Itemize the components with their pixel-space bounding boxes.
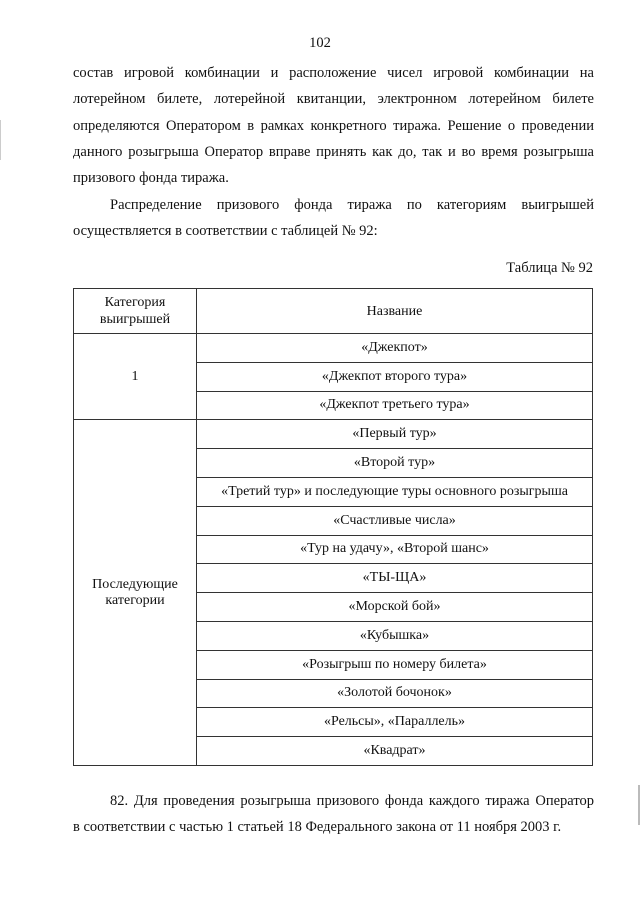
prize-name-cell: «Первый тур» <box>197 420 593 449</box>
prize-category-table <box>73 288 593 766</box>
category-cell: Последующие категории <box>74 420 197 766</box>
prize-name-cell: «Рельсы», «Параллель» <box>197 708 593 737</box>
prize-name-cell: «Розыгрыш по номеру билета» <box>197 650 593 679</box>
header-name: Название <box>197 289 593 334</box>
prize-name-cell: «Золотой бочонок» <box>197 679 593 708</box>
prize-name-cell: «Джекпот третьего тура» <box>197 391 593 420</box>
paragraph-2 <box>73 192 594 245</box>
scan-artifact-left <box>0 120 1 160</box>
text-line: Распределение призового фонда тиража по категориям выигрышей <box>110 197 594 213</box>
prize-name-cell: «Кубышка» <box>197 621 593 650</box>
text-line: призового фонда тиража. <box>73 170 229 187</box>
table-header-row <box>74 289 593 334</box>
header-category: Категория выигрышей <box>74 289 197 334</box>
prize-name-cell: «Джекпот второго тура» <box>197 362 593 391</box>
prize-name-cell: «Морской бой» <box>197 593 593 622</box>
prize-name-cell: «Счастливые числа» <box>197 506 593 535</box>
table-row <box>74 420 593 449</box>
text-line: в соответствии с частью 1 статьей 18 Федерального закона от 11 ноября 2003 г. <box>73 819 562 836</box>
prize-name-cell: «Второй тур» <box>197 449 593 478</box>
prize-name-cell: «Тур на удачу», «Второй шанс» <box>197 535 593 564</box>
table-row <box>74 334 593 363</box>
page-number: 102 <box>309 35 331 51</box>
text-line: 82. Для проведения розыгрыша призового фонда каждого тиража Оператор <box>110 793 594 809</box>
text-line: состав игровой комбинации и расположение чисел игровой комбинации на <box>73 65 594 81</box>
prize-name-cell: «Третий тур» и последующие туры основного розыгрыша <box>197 477 593 506</box>
text-line: данного розыгрыша Оператор вправе принять как до, так и во время розыгрыша <box>73 143 594 160</box>
paragraph-1 <box>73 60 594 191</box>
text-line: лотерейном билете, лотерейной квитанции, электронном лотерейном билете <box>73 91 594 108</box>
prize-name-cell: «Джекпот» <box>197 334 593 363</box>
text-line: определяются Оператором в рамках конкретного тиража. Решение о проведении <box>73 117 594 134</box>
category-cell: 1 <box>74 334 197 420</box>
paragraph-82 <box>73 788 594 841</box>
table-caption: Таблица № 92 <box>506 260 593 276</box>
prize-name-cell: «Квадрат» <box>197 737 593 766</box>
text-line: осуществляется в соответствии с таблицей № 92: <box>73 223 378 240</box>
prize-name-cell: «ТЫ-ЩА» <box>197 564 593 593</box>
